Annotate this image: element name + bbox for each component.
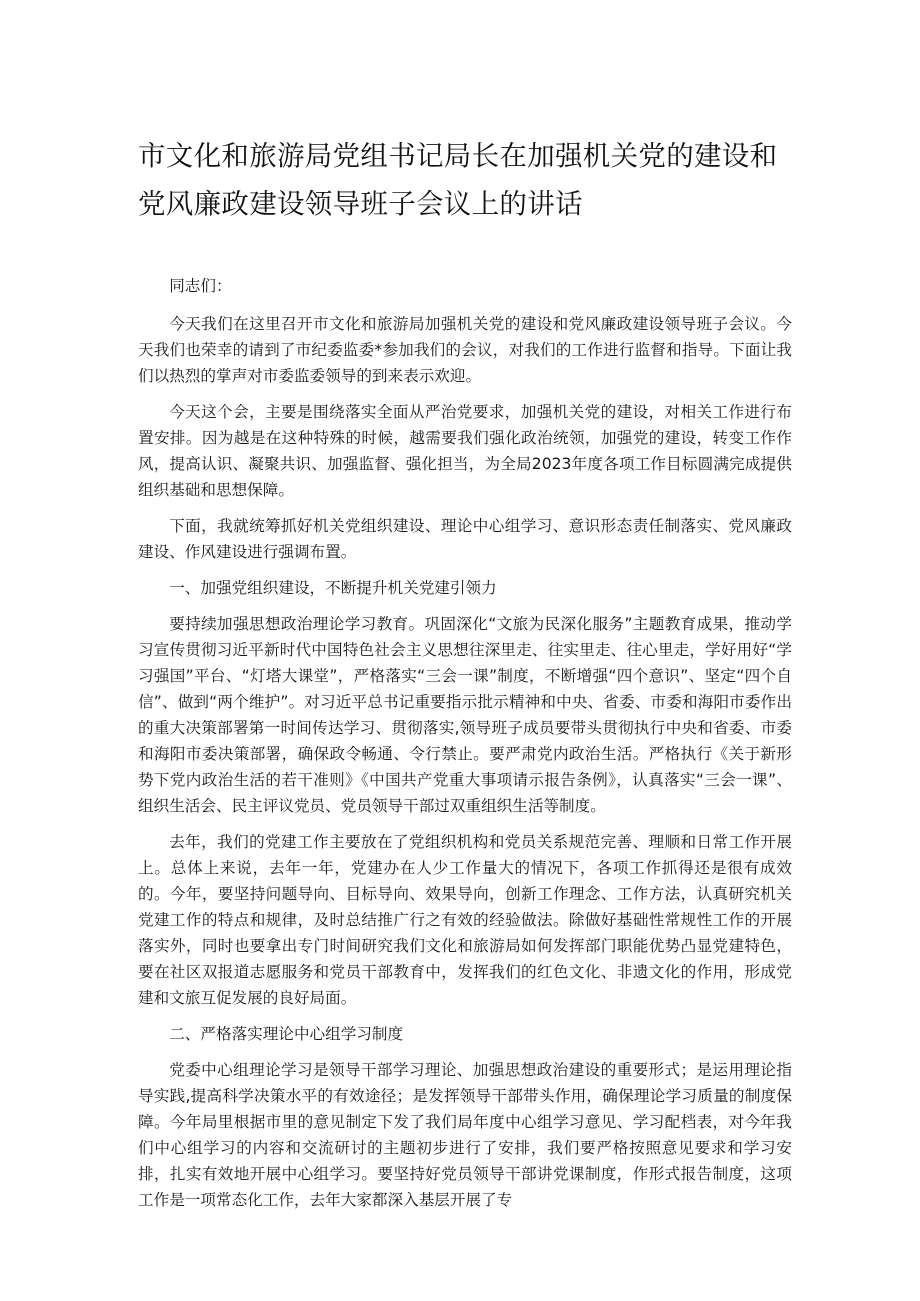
- section-heading-1: 一、加强党组织建设，不断提升机关党建引领力: [169, 579, 497, 597]
- paragraph-last-year-work: 去年，我们的党建工作主要放在了党组织机构和党员关系规范完善、理顺和日常工作开展上。总体上来说，去年一年，党建办在人少工作量大的情况下，各项工作抓得还是很有成效的。今年，要坚持问题导向、目标导向、效果导向，创新工作理念、工作方法，认真研究机关党建工作的特点和规律，及时总结推广行之有效的经验做法。除做好基础性常规性工作的开展落实外，同时也要拿出专门时间研究我们文化和旅游局如何发挥部门职能优势凸显党建特色，要在社区双报道志愿服务和党员干部教育中，发挥我们的红色文化、非遗文化的作用，形成党建和文旅互促发展的良好局面。: [138, 833, 792, 1007]
- paragraph-purpose: 今天这个会，主要是围绕落实全面从严治党要求，加强机关党的建设，对相关工作进行布置安排。因为越是在这种特殊的时候，越需要我们强化政治统领，加强党的建设，转变工作作风，提高认识、凝聚共识、加强监督、强化担当，为全局2023年度各项工作目标圆满完成提供组织基础和思想保障。: [138, 403, 792, 499]
- paragraph-theory-study: 党委中心组理论学习是领导干部学习理论、加强思想政治建设的重要形式；是运用理论指导实践,提高科学决策水平的有效途径；是发挥领导干部带头作用，确保理论学习质量的制度保障。今年局里根据市里的意见制定下发了我们局年度中心组学习意见、学习配档表，对今年我们中心组学习的内容和交流研讨的主题初步进行了安排，我们要严格按照意见要求和学习安排，扎实有效地开展中心组学习。要坚持好党员领导干部讲党课制度，作形式报告制度，这项工作是一项常态化工作，去年大家都深入基层开展了专: [138, 1061, 792, 1209]
- paragraph-outline: 下面，我就统筹抓好机关党组织建设、理论中心组学习、意识形态责任制落实、党风廉政建设、作风建设进行强调布置。: [138, 517, 792, 561]
- title-line-1: 市文化和旅游局党组书记局长在加强机关党的建设和: [138, 140, 778, 172]
- greeting: 同志们：: [169, 277, 232, 295]
- paragraph-study-education: 要持续加强思想政治理论学习教育。巩固深化“文旅为民深化服务”主题教育成果，推动学习宣传贯彻习近平新时代中国特色社会主义思想往深里走、往实里走、往心里走，学好用好“学习强国”平台、“灯塔大课堂”，严格落实“三会一课”制度，不断增强“四个意识”、坚定“四个自信”、做到“两个维护”。对习近平总书记重要指示批示精神和中央、省委、市委和海阳市委作出的重大决策部署第一时间传达学习、贯彻落实,领导班子成员要带头贯彻执行中央和省委、市委和海阳市委决策部署，确保政令畅通、令行禁止。要严肃党内政治生活。严格执行《关于新形势下党内政治生活的若干准则》《中国共产党重大事项请示报告条例》，认真落实“三会一课”、组织生活会、民主评议党员、党员领导干部过双重组织生活等制度。: [138, 615, 792, 815]
- document-body: [138, 273, 792, 1223]
- section-heading-2: 二、严格落实理论中心组学习制度: [169, 1025, 404, 1043]
- paragraph-opening: 今天我们在这里召开市文化和旅游局加强机关党的建设和党风廉政建设领导班子会议。今天我们也荣幸的请到了市纪委监委*参加我们的会议，对我们的工作进行监督和指导。下面让我们以热烈的掌声对市委监委领导的到来表示欢迎。: [138, 315, 792, 385]
- document-title: [138, 132, 798, 228]
- title-line-2: 党风廉政建设领导班子会议上的讲话: [138, 188, 583, 220]
